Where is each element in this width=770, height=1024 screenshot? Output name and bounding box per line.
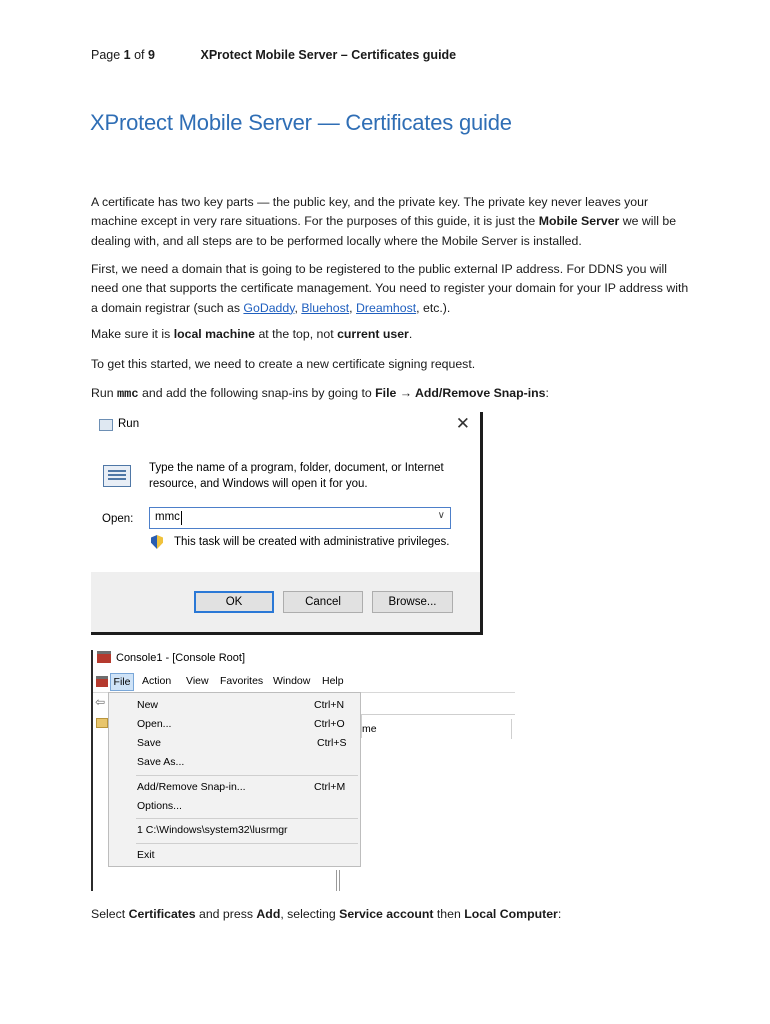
document-title: XProtect Mobile Server — Certificates guide (90, 110, 512, 135)
p1-text-c: we will be dealing with, and all steps are to be performed locally where the Mobile Server is installed. (91, 214, 677, 248)
link-dreamhost[interactable]: Dreamhost (356, 300, 417, 315)
menu-item-add-remove-snap-in[interactable]: Add/Remove Snap-in... (137, 781, 246, 793)
console-menubar (91, 673, 515, 692)
p3-local-machine: local machine (173, 327, 256, 341)
page-total: 9 (148, 48, 155, 62)
run-title: Run (118, 418, 140, 430)
mmc-console-window (91, 645, 515, 891)
browse-button[interactable]: Browse... (372, 591, 453, 613)
column-header (361, 714, 515, 738)
page-header (91, 48, 456, 62)
p6-add: Add (256, 907, 281, 921)
p2-sep1: , (294, 300, 302, 315)
menu-item-save-as[interactable]: Save As... (137, 756, 185, 768)
page-mid: of (130, 48, 148, 62)
page-number (91, 48, 197, 62)
p3-text-e: . (408, 327, 413, 341)
p3-text-a: Make sure it is (91, 327, 174, 341)
paragraph-select-certificates (91, 905, 691, 924)
paragraph-local-machine (91, 325, 691, 344)
paragraph-run-mmc (91, 384, 691, 404)
p6-text-g: then (433, 907, 465, 921)
run-admin-note: This task will be created with administrative privileges. (174, 536, 450, 548)
page-current: 1 (123, 48, 131, 62)
p3-text-c: at the top, not (255, 327, 338, 341)
cancel-button[interactable]: Cancel (283, 591, 363, 613)
menu-item-options[interactable]: Options... (137, 800, 182, 812)
run-titlebar (91, 412, 480, 440)
console-title: Console1 - [Console Root] (116, 652, 246, 664)
chevron-down-icon[interactable]: ∨ (437, 510, 445, 521)
pane-splitter[interactable] (336, 870, 340, 891)
run-open-label: Open: (102, 513, 134, 525)
console-system-icon[interactable] (96, 676, 108, 687)
file-menu-dropdown (108, 692, 361, 867)
run-program-icon (103, 465, 131, 487)
p6-certificates: Certificates (128, 907, 196, 921)
p6-service-account: Service account (339, 907, 434, 921)
console-app-icon (97, 651, 111, 663)
menu-item-new[interactable]: New (137, 699, 159, 711)
paragraph-domain (91, 260, 691, 318)
page-prefix: Page (91, 48, 124, 62)
run-button-bar (91, 572, 480, 632)
shield-icon (151, 535, 163, 549)
p6-text-i: : (557, 907, 562, 921)
p3-current-user: current user (337, 327, 409, 341)
p2-text-a: First, we need a domain that is going to be registered to the public external IP address. For DDNS you will need one that supports the certificate management. You need to register your domain for your IP address with a domain registrar (such as (91, 262, 689, 315)
menu-separator (136, 843, 358, 844)
ok-button[interactable]: OK (194, 591, 274, 613)
p6-local-computer: Local Computer (464, 907, 558, 921)
menu-view[interactable]: View (186, 675, 209, 687)
menu-separator (136, 818, 358, 819)
p2-text-b: , etc.). (416, 300, 451, 315)
menu-file[interactable]: File (110, 673, 134, 691)
p5-text-d: : (545, 386, 549, 400)
p5-menu-path: File → Add/Remove Snap-ins (375, 386, 546, 400)
menu-window[interactable]: Window (273, 675, 311, 687)
close-icon[interactable]: ✕ (455, 414, 470, 433)
menu-item-open[interactable]: Open... (137, 718, 172, 730)
p1-mobile-server: Mobile Server (538, 214, 620, 229)
menu-separator (136, 775, 358, 776)
menu-favorites[interactable]: Favorites (220, 675, 264, 687)
p1-text-a: A certificate has two key parts — the public key, and the private key. The private key never leaves your machine except in very rare situations. For the purposes of this guide, it is just the (91, 195, 649, 229)
folder-icon (96, 718, 108, 728)
run-app-icon (99, 419, 113, 431)
shortcut-open: Ctrl+O (314, 718, 345, 730)
link-godaddy[interactable]: GoDaddy (243, 300, 295, 315)
link-bluehost[interactable]: Bluehost (301, 300, 350, 315)
column-header-name: me (362, 723, 377, 735)
run-open-value: mmc (155, 511, 180, 523)
p5-text-b: and add the following snap-ins by going to (138, 386, 376, 400)
p2-sep2: , (349, 300, 357, 315)
p6-text-e: , selecting (280, 907, 340, 921)
p5-cmd: mmc (116, 387, 139, 401)
p6-text-c: and press (195, 907, 257, 921)
run-description: Type the name of a program, folder, document, or Internet resource, and Windows will open it for you. (149, 462, 444, 490)
p5-text-a: Run (91, 386, 117, 400)
header-doc-title: XProtect Mobile Server – Certificates guide (200, 48, 457, 62)
menu-item-recent-file[interactable]: 1 C:\Windows\system32\lusrmgr (137, 824, 288, 836)
run-open-input[interactable] (149, 507, 451, 529)
menu-action[interactable]: Action (142, 675, 172, 687)
back-arrow-icon[interactable]: ⇦ (95, 695, 106, 709)
paragraph-csr: To get this started, we need to create a new certificate signing request. (91, 357, 476, 371)
column-divider (511, 719, 512, 739)
p6-text-a: Select (91, 907, 129, 921)
paragraph-intro (91, 193, 691, 251)
text-caret (181, 511, 182, 525)
shortcut-new: Ctrl+N (314, 699, 345, 711)
menu-help[interactable]: Help (322, 675, 344, 687)
shortcut-add-remove: Ctrl+M (314, 781, 346, 793)
menu-item-save[interactable]: Save (137, 737, 161, 749)
menu-item-exit[interactable]: Exit (137, 849, 155, 861)
shortcut-save: Ctrl+S (317, 737, 347, 749)
run-dialog (91, 412, 483, 635)
